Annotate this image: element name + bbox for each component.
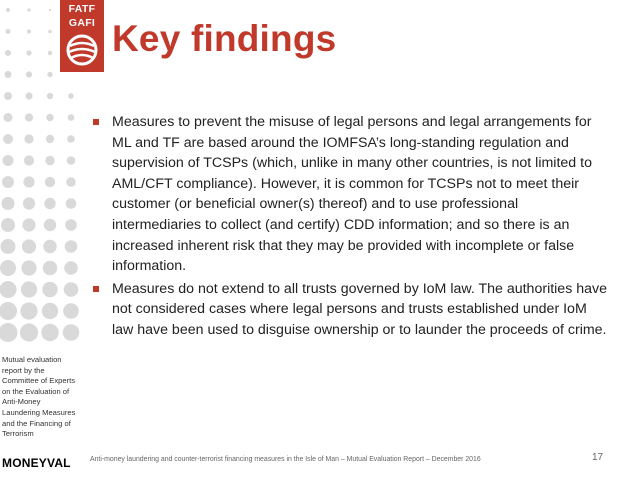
bullet-text: Measures to prevent the misuse of legal persons and legal arrangements for ML and TF are based around the IOMFSA’s long-standing regulation and supervision of TCSPs (which, unlike in many other countries, is not limited to AML/CFT compliance). However, it is common for TCSPs not to meet their customer (or beneficial owner(s) thereof) and to use professional intermediaries to collect (and certify) CDD information; and so there is an increased inherent risk that they may be provided with incomplete or false information. <box>112 114 592 275</box>
slide-title: Key findings <box>112 18 337 59</box>
bullet-item <box>90 279 610 341</box>
logo-swirl-icon <box>66 33 98 67</box>
moneyval-brand: MONEYVAL <box>2 456 71 470</box>
logo-line-1: FATF <box>68 3 96 15</box>
bullet-text: Measures do not extend to all trusts governed by IoM law. The authorities have not considered cases where legal persons and trusts established under IoM law have been used to disguise ownership or to launder the proceeds of crime. <box>112 280 608 338</box>
fatf-gafi-logo <box>60 0 104 72</box>
logo-line-2: GAFI <box>68 17 96 29</box>
footer-text: Anti-money laundering and counter-terrorist financing measures in the Isle of Man – Mutual Evaluation Report – December 2016 <box>90 456 481 463</box>
square-bullet-icon <box>93 119 99 125</box>
bullet-item <box>90 112 610 277</box>
square-bullet-icon <box>93 286 99 292</box>
page-number: 17 <box>592 452 604 463</box>
bullet-list <box>90 112 610 343</box>
organization-description: Mutual evaluation report by the Committee of Experts on the Evaluation of Anti-Money Laundering Measures and the Financing of Terrorism <box>2 355 76 439</box>
